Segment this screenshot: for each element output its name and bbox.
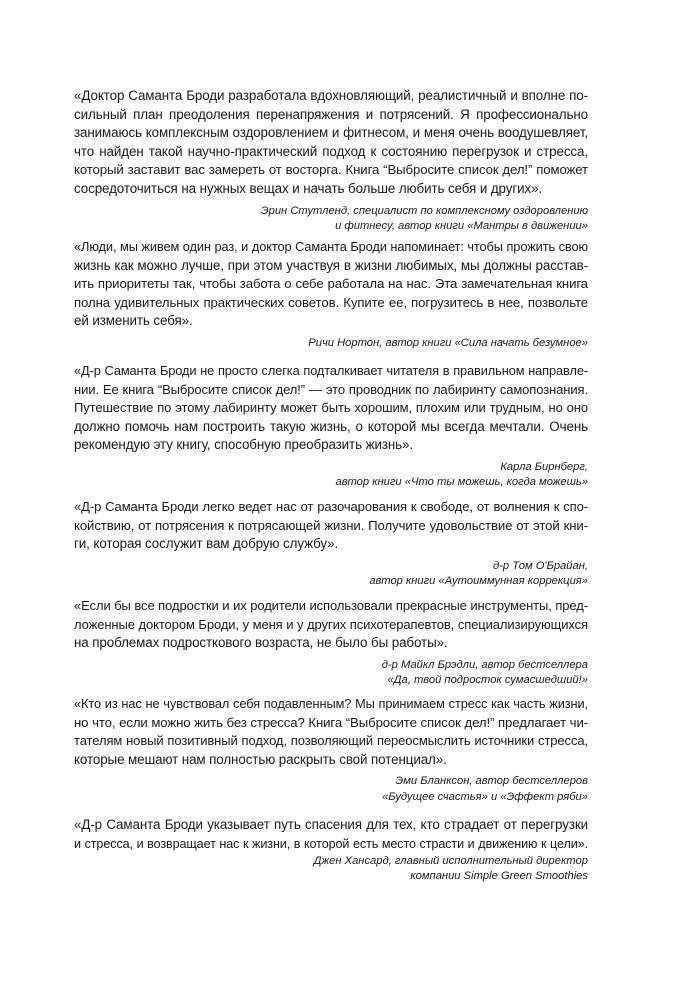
testimonial-7 bbox=[74, 816, 588, 885]
quote-line: рекомендую эту книгу, способную преобразить жизнь». bbox=[74, 437, 414, 453]
attribution-line: «Да, твой подросток сумасшедший!» bbox=[387, 673, 588, 686]
quote-line: «Д-р Саманта Броди указывает путь спасения для тех, кто страдает от перегрузки bbox=[74, 817, 588, 832]
testimonial-5 bbox=[74, 597, 588, 688]
testimonial-quote bbox=[74, 498, 588, 554]
quote-line: ей изменить себя». bbox=[74, 313, 193, 329]
quote-line: ложенные доктором Броди, у меня и у других психотерапевтов, специализирующихся bbox=[74, 616, 588, 632]
testimonial-attribution bbox=[74, 336, 588, 351]
attribution-line: Эрин Стутленд, специалист по комплексному оздоровлению bbox=[260, 204, 588, 217]
quote-line: ги, которая сослужит вам добрую службу». bbox=[74, 536, 339, 552]
testimonial-quote bbox=[74, 238, 588, 331]
attribution-line: «Будущее счастья» и «Эффект ряби» bbox=[382, 790, 588, 803]
quote-line: Путешествие по этому лабиринту может быть хорошим, плохим или трудным, но оно bbox=[74, 400, 588, 416]
testimonial-4 bbox=[74, 498, 588, 589]
attribution-line: Ричи Нортон, автор книги «Сила начать безумное» bbox=[308, 336, 588, 349]
attribution-line: компании Simple Green Smoothies bbox=[410, 870, 588, 883]
quote-line: койствию, от потрясения к потрясающей жизни. Получите удовольствие от этой кни- bbox=[74, 517, 588, 533]
testimonial-attribution bbox=[74, 774, 588, 804]
testimonial-attribution bbox=[74, 559, 588, 589]
quote-line: занимаюсь комплексным оздоровлением и фитнесом, и меня очень воодушевляет, bbox=[74, 125, 588, 141]
testimonial-1 bbox=[74, 87, 588, 234]
quote-line: нии. Ее книга “Выбросите список дел!” — это проводник по лабиринту самопознания. bbox=[74, 381, 588, 397]
quote-line: который заставит вас замереть от восторга. Книга “Выбросите список дел!” поможет bbox=[74, 162, 588, 178]
testimonial-attribution bbox=[74, 658, 588, 688]
attribution-line: д-р Майкл Брэдли, автор бестселлера bbox=[381, 658, 588, 671]
testimonial-3 bbox=[74, 362, 588, 490]
quote-line: сосредоточиться на нужных вещах и начать больше любить себя и других». bbox=[74, 180, 543, 196]
quote-line: и стресса, и возвращает нас к жизни, в которой есть место страсти и движению к цели». bbox=[74, 836, 588, 851]
attribution-line: Карла Бирнберг, bbox=[500, 460, 588, 473]
testimonial-quote bbox=[74, 597, 588, 653]
testimonial-6 bbox=[74, 695, 588, 805]
testimonial-attribution bbox=[74, 204, 588, 234]
attribution-line: автор книги «Аутоиммунная коррекция» bbox=[369, 574, 588, 587]
quote-line: но что, если можно жить без стресса? Книга “Выбросите список дел!” предлагает чи- bbox=[74, 714, 588, 730]
testimonial-quote bbox=[74, 695, 588, 769]
quote-line: «Кто из нас не чувствовал себя подавленным? Мы принимаем стресс как часть жизни, bbox=[74, 696, 588, 711]
testimonial-attribution bbox=[74, 460, 588, 490]
attribution-line: д-р Том О'Брайан, bbox=[493, 559, 588, 572]
testimonial-attribution bbox=[74, 854, 588, 884]
quote-line: что найден такой научно-практический подход к состоянию перегрузок и стресса, bbox=[74, 143, 588, 159]
quote-line: сильный план преодоления перенапряжения и потрясений. Я профессионально bbox=[74, 106, 588, 122]
quote-line: «Люди, мы живем один раз, и доктор Саманта Броди напоминает: чтобы прожить свою bbox=[74, 239, 588, 254]
quote-line: полна удивительных практических советов. Купите ее, погрузитесь в нее, позвольте bbox=[74, 294, 588, 310]
quote-line: «Если бы все подростки и их родители использовали прекрасные инструменты, пред- bbox=[74, 598, 588, 613]
quote-line: «Д-р Саманта Броди легко ведет нас от разочарования к свободе, от волнения к спо- bbox=[74, 499, 588, 514]
testimonial-quote bbox=[74, 362, 588, 455]
quote-line: «Доктор Саманта Броди разработала вдохновляющий, реалистичный и вполне по- bbox=[74, 88, 588, 103]
attribution-line: автор книги «Что ты можешь, когда можешь» bbox=[335, 476, 588, 489]
quote-line: тателям новый позитивный подход, позволяющий переосмыслить источники стресса, bbox=[74, 733, 588, 749]
attribution-line: Эми Бланксон, автор бестселлеров bbox=[395, 775, 588, 788]
testimonial-quote bbox=[74, 87, 588, 199]
testimonial-quote bbox=[74, 816, 588, 853]
quote-line: должно помочь нам построить такую жизнь, о которой мы всегда мечтали. Очень bbox=[74, 418, 588, 434]
quote-line: «Д-р Саманта Броди не просто слегка подталкивает читателя в правильном направле- bbox=[74, 363, 588, 378]
attribution-line: и фитнесу, автор книги «Мантры в движении» bbox=[335, 219, 588, 232]
quote-line: ить приоритеты так, чтобы забота о себе работала на нас. Эта замечательная книга bbox=[74, 276, 588, 292]
attribution-line: Джен Хансард, главный исполнительный директор bbox=[313, 855, 588, 868]
quote-line: которые мешают нам полностью раскрыть свой потенциал». bbox=[74, 751, 447, 767]
quote-line: на проблемах подросткового возраста, не было бы работы». bbox=[74, 635, 448, 651]
testimonial-2 bbox=[74, 238, 588, 351]
quote-line: жизнь как можно лучше, при этом участвуя в жизни любимых, мы должны расстав- bbox=[74, 257, 588, 273]
